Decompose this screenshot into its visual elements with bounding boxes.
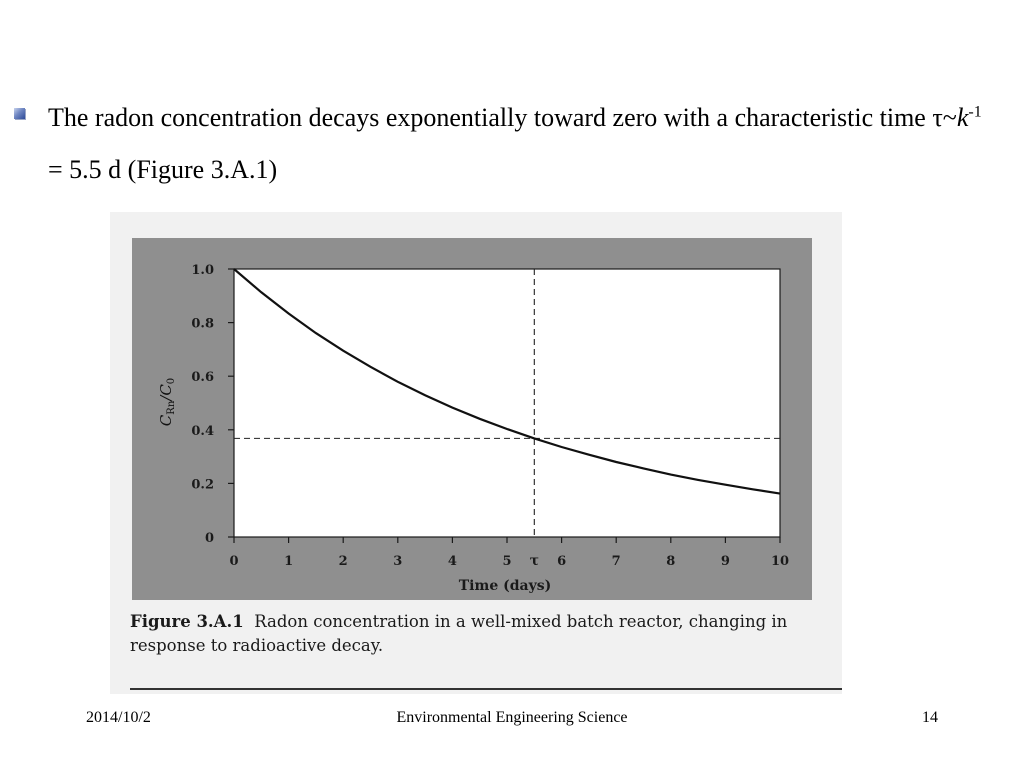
footer-title: Environmental Engineering Science xyxy=(396,709,628,726)
plot-area xyxy=(234,269,780,537)
x-tick-label: 8 xyxy=(666,554,676,569)
x-tick-label: 3 xyxy=(393,554,403,569)
figure-image xyxy=(110,212,842,694)
figure-divider xyxy=(130,688,842,690)
y-tick-label: 0.6 xyxy=(191,370,214,386)
caption-text: Radon concentration in a well-mixed batch reactor, changing in response to radioactive decay. xyxy=(130,612,788,655)
x-tick-label: 2 xyxy=(338,554,348,569)
bullet-text-part1: The radon concentration decays exponentially toward zero with a characteristic time xyxy=(48,103,933,132)
x-tick-label: 5 xyxy=(502,554,512,569)
caption-label: Figure 3.A.1 xyxy=(130,612,244,631)
x-tick-label: 10 xyxy=(770,554,790,569)
y-tick-label: 0 xyxy=(204,531,214,546)
footer-page-number: 14 xyxy=(922,709,938,726)
y-label-c0: /C xyxy=(157,384,175,401)
tau-tick-label: τ xyxy=(529,553,540,569)
x-tick-label: 6 xyxy=(557,554,567,569)
x-tick-label: 7 xyxy=(611,554,621,569)
y-label-c: C xyxy=(157,414,175,427)
x-axis-label: Time (days) xyxy=(458,578,552,594)
bullet-superscript: -1 xyxy=(968,103,982,121)
square-bullet-icon xyxy=(14,108,25,119)
x-tick-label: 1 xyxy=(284,554,294,569)
x-tick-label: 4 xyxy=(447,554,457,569)
bullet-text xyxy=(48,92,988,196)
y-tick-label: 1.0 xyxy=(191,263,214,278)
figure-caption xyxy=(130,610,830,658)
bullet-k: k xyxy=(956,103,969,132)
y-tick-label: 0.4 xyxy=(191,423,214,439)
y-tick-label: 0.8 xyxy=(191,316,214,332)
y-axis-label xyxy=(157,378,177,426)
bullet-text-part2: = 5.5 d (Figure 3.A.1) xyxy=(48,155,278,184)
footer-date: 2014/10/2 xyxy=(86,709,151,726)
y-label-sub-rn: Rn xyxy=(166,400,177,415)
bullet-tau: τ~ xyxy=(932,103,957,132)
x-tick-label: 9 xyxy=(720,554,730,569)
x-tick-label: 0 xyxy=(229,554,239,569)
y-tick-label: 0.2 xyxy=(191,477,214,493)
y-label-sub-0: 0 xyxy=(166,377,177,385)
